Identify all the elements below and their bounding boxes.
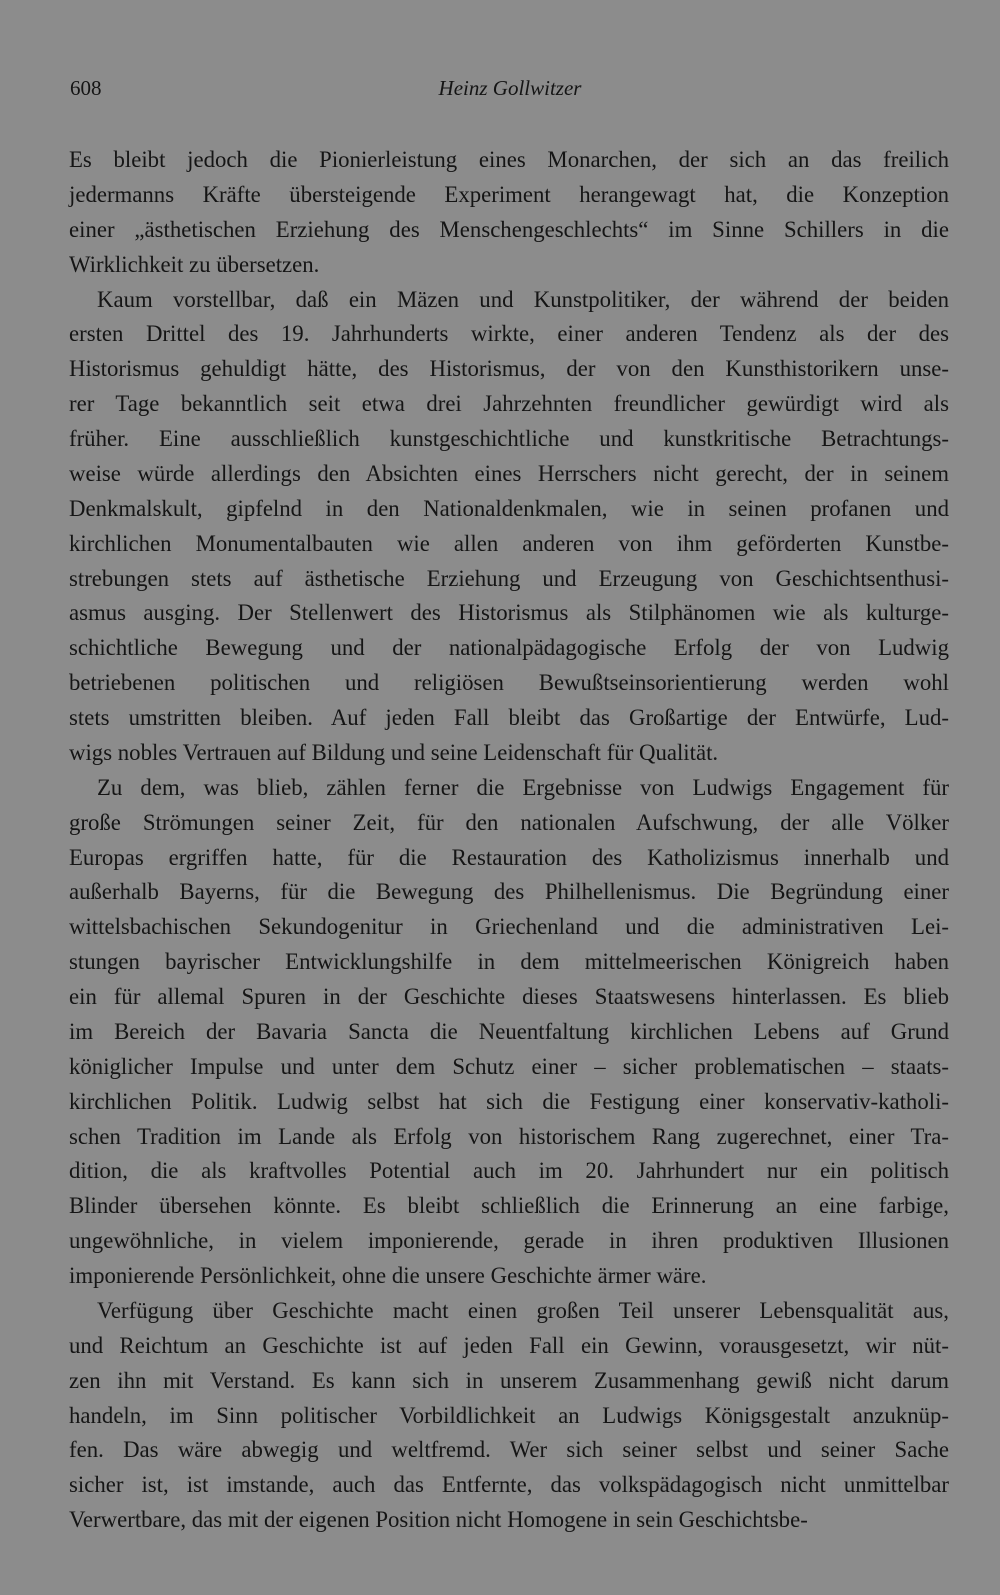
text-line: sicher ist, ist imstande, auch das Entfernte, das volkspädagogisch nicht unmittelbar <box>69 1472 949 1498</box>
text-line: Europas ergriffen hatte, für die Restauration des Katholizismus innerhalb und <box>69 844 949 870</box>
text-line: königlicher Impulse und unter dem Schutz einer – sicher problematischen – staats- <box>69 1053 949 1079</box>
text-line: Kaum vorstellbar, daß ein Mäzen und Kunstpolitiker, der während der beiden <box>97 286 949 312</box>
text-line: Denkmalskult, gipfelnd in den Nationaldenkmalen, wie in seinen profanen und <box>69 495 949 521</box>
running-head: Heinz Gollwitzer <box>438 76 582 100</box>
text-line: jedermanns Kräfte übersteigende Experiment herangewagt hat, die Konzeption <box>69 181 949 207</box>
body-text <box>69 143 949 1538</box>
text-line: asmus ausging. Der Stellenwert des Historismus als Stilphänomen wie als kulturge- <box>69 600 949 626</box>
page-number: 608 <box>70 76 102 100</box>
paragraph <box>69 283 949 771</box>
text-line: im Bereich der Bavaria Sancta die Neuentfaltung kirchlichen Lebens auf Grund <box>69 1018 949 1044</box>
text-line: rer Tage bekanntlich seit etwa drei Jahrzehnten freundlicher gewürdigt wird als <box>69 391 949 417</box>
text-line: Verwertbare, das mit der eigenen Position nicht Homogene in sein Geschichtsbe- <box>69 1507 808 1533</box>
text-line: Es bleibt jedoch die Pionierleistung eines Monarchen, der sich an das freilich <box>69 147 949 172</box>
text-line: große Strömungen seiner Zeit, für den nationalen Aufschwung, der alle Völker <box>69 809 949 835</box>
text-line: Wirklichkeit zu übersetzen. <box>69 251 320 277</box>
text-line: stungen bayrischer Entwicklungshilfe in dem mittelmeerischen Königreich haben <box>69 949 949 975</box>
paragraph <box>69 771 949 1294</box>
text-line: kirchlichen Monumentalbauten wie allen anderen von ihm geförderten Kunstbe- <box>69 530 949 556</box>
text-line: wigs nobles Vertrauen auf Bildung und seine Leidenschaft für Qualität. <box>69 739 719 765</box>
text-line: handeln, im Sinn politischer Vorbildlichkeit an Ludwigs Königsgestalt anzuknüp- <box>69 1402 949 1428</box>
text-line: stets umstritten bleiben. Auf jeden Fall bleibt das Großartige der Entwürfe, Lud- <box>69 705 949 730</box>
text-line: kirchlichen Politik. Ludwig selbst hat sich die Festigung einer konservativ-katholi- <box>69 1088 949 1114</box>
text-line: wittelsbachischen Sekundogenitur in Griechenland und die administrativen Lei- <box>69 914 949 940</box>
text-line: schen Tradition im Lande als Erfolg von historischem Rang zugerechnet, einer Tra- <box>69 1123 949 1149</box>
text-line: betriebenen politischen und religiösen Bewußtseinsorientierung werden wohl <box>69 670 949 696</box>
text-line: imponierende Persönlichkeit, ohne die unsere Geschichte ärmer wäre. <box>69 1263 707 1288</box>
text-line: ein für allemal Spuren in der Geschichte dieses Staatswesens hinterlassen. Es blieb <box>69 984 949 1009</box>
text-line: fen. Das wäre abwegig und weltfremd. Wer sich seiner selbst und seiner Sache <box>69 1437 949 1463</box>
text-line: dition, die als kraftvolles Potential auch im 20. Jahrhundert nur ein politisch <box>69 1158 949 1184</box>
text-line: ersten Drittel des 19. Jahrhunderts wirkte, einer anderen Tendenz als der des <box>69 321 949 347</box>
paragraph <box>69 143 949 283</box>
text-line: Zu dem, was blieb, zählen ferner die Ergebnisse von Ludwigs Engagement für <box>97 774 949 800</box>
text-line: und Reichtum an Geschichte ist auf jeden Fall ein Gewinn, vorausgesetzt, wir nüt- <box>69 1332 949 1358</box>
text-line: außerhalb Bayerns, für die Bewegung des Philhellenismus. Die Begründung einer <box>69 879 949 905</box>
text-line: Verfügung über Geschichte macht einen großen Teil unserer Lebensqualität aus, <box>97 1297 949 1323</box>
text-line: Blinder übersehen könnte. Es bleibt schließlich die Erinnerung an eine farbige, <box>69 1193 949 1219</box>
page-header <box>70 76 950 108</box>
paragraph <box>69 1294 949 1538</box>
text-line: zen ihn mit Verstand. Es kann sich in unserem Zusammenhang gewiß nicht darum <box>69 1367 949 1393</box>
text-line: früher. Eine ausschließlich kunstgeschichtliche und kunstkritische Betrachtungs- <box>69 426 949 451</box>
text-line: ungewöhnliche, in vielem imponierende, gerade in ihren produktiven Illusionen <box>69 1228 949 1254</box>
text-line: Historismus gehuldigt hätte, des Historismus, der von den Kunsthistorikern unse- <box>69 356 949 382</box>
text-line: weise würde allerdings den Absichten eines Herrschers nicht gerecht, der in seinem <box>69 460 949 486</box>
text-line: schichtliche Bewegung und der nationalpädagogische Erfolg der von Ludwig <box>69 635 949 661</box>
text-line: strebungen stets auf ästhetische Erziehung und Erzeugung von Geschichtsenthusi- <box>69 565 949 591</box>
text-line: einer „ästhetischen Erziehung des Menschengeschlechts“ im Sinne Schillers in die <box>69 216 949 242</box>
